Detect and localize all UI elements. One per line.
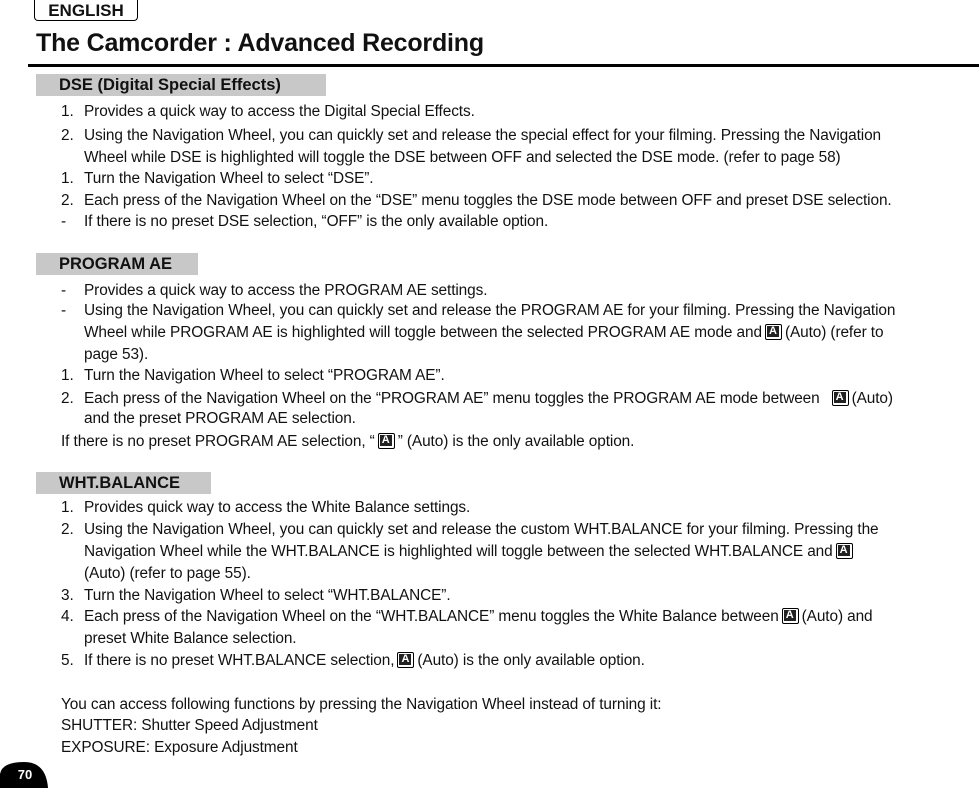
note-text xyxy=(61,432,634,452)
item-text: Provides quick way to access the White Balance settings. xyxy=(84,499,471,516)
auto-mode-icon xyxy=(832,390,849,406)
item-text: page 53). xyxy=(84,346,149,363)
text-segment: Each press of the Navigation Wheel on the “PROGRAM AE” menu toggles the PROGRAM AE mode between xyxy=(84,390,820,407)
item-text: and the preset PROGRAM AE selection. xyxy=(84,410,356,427)
item-text: Using the Navigation Wheel, you can quickly set and release the PROGRAM AE for your filming. Pressing the Navigation xyxy=(84,302,896,319)
section-heading-program-ae: PROGRAM AE xyxy=(36,253,198,275)
text-segment: ” (Auto) is the only available option. xyxy=(397,433,635,450)
note-text: SHUTTER: Shutter Speed Adjustment xyxy=(61,717,318,734)
item-number: - xyxy=(61,302,67,319)
item-text: preset White Balance selection. xyxy=(84,630,297,647)
text-segment: (Auto) and xyxy=(801,608,873,625)
section-heading-wht-balance: WHT.BALANCE xyxy=(36,472,211,494)
note-text: EXPOSURE: Exposure Adjustment xyxy=(61,739,298,756)
text-segment: If there is no preset PROGRAM AE selection, “ xyxy=(61,433,375,450)
language-tab: ENGLISH xyxy=(34,0,138,21)
item-text: Provides a quick way to access the Digital Special Effects. xyxy=(84,103,475,120)
item-text: Turn the Navigation Wheel to select “PROGRAM AE”. xyxy=(84,367,445,384)
text-segment: (Auto) xyxy=(851,390,893,407)
text-segment: If there is no preset WHT.BALANCE selection, xyxy=(84,652,395,669)
page-number: 70 xyxy=(17,767,33,782)
item-text: Provides a quick way to access the PROGRAM AE settings. xyxy=(84,282,488,299)
auto-mode-icon xyxy=(765,324,782,340)
item-number: 2. xyxy=(61,521,74,538)
page-title: The Camcorder : Advanced Recording xyxy=(36,29,484,57)
item-number: 2. xyxy=(61,390,74,407)
item-number: 1. xyxy=(61,499,74,516)
text-segment: Wheel while PROGRAM AE is highlighted will toggle between the selected PROGRAM AE mode and xyxy=(84,324,762,341)
item-text xyxy=(84,323,883,343)
auto-mode-icon xyxy=(397,652,414,668)
item-text: Wheel while DSE is highlighted will toggle the DSE between OFF and selected the DSE mode. (refer to page 58) xyxy=(84,149,841,166)
item-text: Turn the Navigation Wheel to select “DSE”. xyxy=(84,170,374,187)
item-number: 1. xyxy=(61,367,74,384)
item-text xyxy=(84,542,856,562)
item-text xyxy=(84,607,873,627)
text-segment: (Auto) (refer to xyxy=(784,324,884,341)
auto-mode-icon xyxy=(782,608,799,624)
item-text: If there is no preset DSE selection, “OFF” is the only available option. xyxy=(84,213,549,230)
section-heading-dse: DSE (Digital Special Effects) xyxy=(36,74,326,96)
item-number: 2. xyxy=(61,127,74,144)
note-text: You can access following functions by pressing the Navigation Wheel instead of turning it: xyxy=(61,696,662,713)
item-number: - xyxy=(61,213,67,230)
item-number: 1. xyxy=(61,103,74,120)
item-number: 4. xyxy=(61,608,74,625)
title-divider xyxy=(28,64,979,67)
text-segment: Navigation Wheel while the WHT.BALANCE is highlighted will toggle between the selected WHT.BALANCE and xyxy=(84,543,833,560)
item-text: Using the Navigation Wheel, you can quickly set and release the special effect for your filming. Pressing the Navigation xyxy=(84,127,882,144)
item-text: (Auto) (refer to page 55). xyxy=(84,565,251,582)
item-number: 3. xyxy=(61,587,74,604)
item-text xyxy=(84,651,645,671)
auto-mode-icon xyxy=(836,543,853,559)
text-segment: (Auto) is the only available option. xyxy=(417,652,645,669)
item-number: 2. xyxy=(61,192,74,209)
item-number: - xyxy=(61,282,67,299)
text-segment: Each press of the Navigation Wheel on the “WHT.BALANCE” menu toggles the White Balance between xyxy=(84,608,779,625)
item-number: 5. xyxy=(61,652,74,669)
auto-mode-icon xyxy=(378,433,395,449)
item-text xyxy=(84,389,893,409)
item-number: 1. xyxy=(61,170,74,187)
item-text: Turn the Navigation Wheel to select “WHT.BALANCE”. xyxy=(84,587,451,604)
item-text: Using the Navigation Wheel, you can quickly set and release the custom WHT.BALANCE for your filming. Pressing the xyxy=(84,521,879,538)
item-text: Each press of the Navigation Wheel on the “DSE” menu toggles the DSE mode between OFF and preset DSE selection. xyxy=(84,192,892,209)
